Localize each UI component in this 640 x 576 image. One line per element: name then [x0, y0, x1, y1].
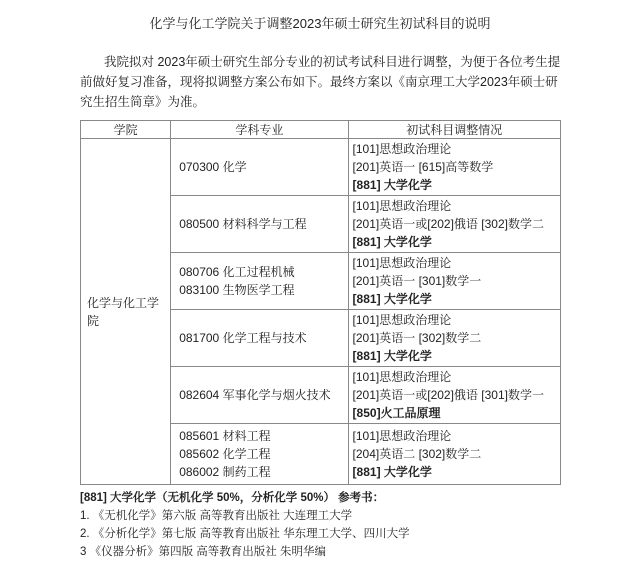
major-item: 086002 制药工程: [179, 465, 271, 479]
subject-line: [881] 大学化学: [352, 465, 432, 479]
subject-line: [101]思想政治理论: [352, 142, 452, 156]
subject-line: [201]英语一 [301]数学一: [352, 274, 482, 288]
major-cell: [171, 253, 348, 310]
subjects-table: [80, 120, 561, 485]
subjects-cell: [348, 253, 560, 310]
major-item: 085602 化学工程: [179, 447, 271, 461]
document: [80, 0, 561, 561]
major-cell: [171, 424, 348, 485]
subject-line: [201]英语一 [302]数学二: [352, 331, 482, 345]
major-cell: [171, 310, 348, 367]
subjects-cell: [348, 310, 560, 367]
reference-notes: [80, 489, 561, 561]
college-cell: 化学与化工学院: [81, 139, 171, 485]
subject-line: [201]英语一 [615]高等数学: [352, 160, 494, 174]
subject-line: [881] 大学化学: [352, 235, 432, 249]
subject-line: [101]思想政治理论: [352, 370, 452, 384]
major-item: 081700 化学工程与技术: [179, 331, 307, 345]
document-title: 化学与化工学院关于调整2023年硕士研究生初试科目的说明: [149, 16, 491, 31]
subject-line: [881] 大学化学: [352, 349, 432, 363]
subject-line: [204]英语二 [302]数学二: [352, 447, 482, 461]
major-cell: [171, 367, 348, 424]
major-item: 085601 材料工程: [179, 429, 271, 443]
reference-item: 2. 《分析化学》第七版 高等教育出版社 华东理工大学、四川大学: [80, 528, 410, 540]
subjects-cell: [348, 424, 560, 485]
subject-line: [881] 大学化学: [352, 178, 432, 192]
header-college: 学院: [81, 121, 171, 139]
reference-item: 3 《仪器分析》第四版 高等教育出版社 朱明华编: [80, 546, 326, 558]
subject-line: [850]火工品原理: [352, 406, 441, 420]
header-major: 学科专业: [171, 121, 348, 139]
subject-line: [101]思想政治理论: [352, 256, 452, 270]
reference-item: 1. 《无机化学》第六版 高等教育出版社 大连理工大学: [80, 510, 353, 522]
major-cell: [171, 196, 348, 253]
table-header: [81, 121, 561, 139]
intro-paragraph: 我院拟对 2023年硕士研究生部分专业的初试考试科目进行调整，为便于各位考生提前做好复习准备，现将拟调整方案公布如下。最终方案以《南京理工大学2023年硕士研究生招生简章》为准。: [80, 55, 561, 109]
subjects-cell: [348, 367, 560, 424]
notes-heading: [881] 大学化学（无机化学 50%，分析化学 50%） 参考书：: [80, 492, 385, 504]
major-item: 070300 化学: [179, 160, 247, 174]
subjects-cell: [348, 139, 560, 196]
major-cell: [171, 139, 348, 196]
subject-line: [881] 大学化学: [352, 292, 432, 306]
header-subjects: 初试科目调整情况: [348, 121, 560, 139]
major-item: 080706 化工过程机械: [179, 265, 295, 279]
major-item: 083100 生物医学工程: [179, 283, 295, 297]
subjects-cell: [348, 196, 560, 253]
subject-line: [201]英语一或[202]俄语 [301]数学一: [352, 388, 544, 402]
subject-line: [101]思想政治理论: [352, 199, 452, 213]
major-item: 082604 军事化学与烟火技术: [179, 388, 331, 402]
subject-line: [101]思想政治理论: [352, 429, 452, 443]
subject-line: [101]思想政治理论: [352, 313, 452, 327]
major-item: 080500 材料科学与工程: [179, 217, 307, 231]
table-row: [81, 139, 561, 196]
subject-line: [201]英语一或[202]俄语 [302]数学二: [352, 217, 544, 231]
